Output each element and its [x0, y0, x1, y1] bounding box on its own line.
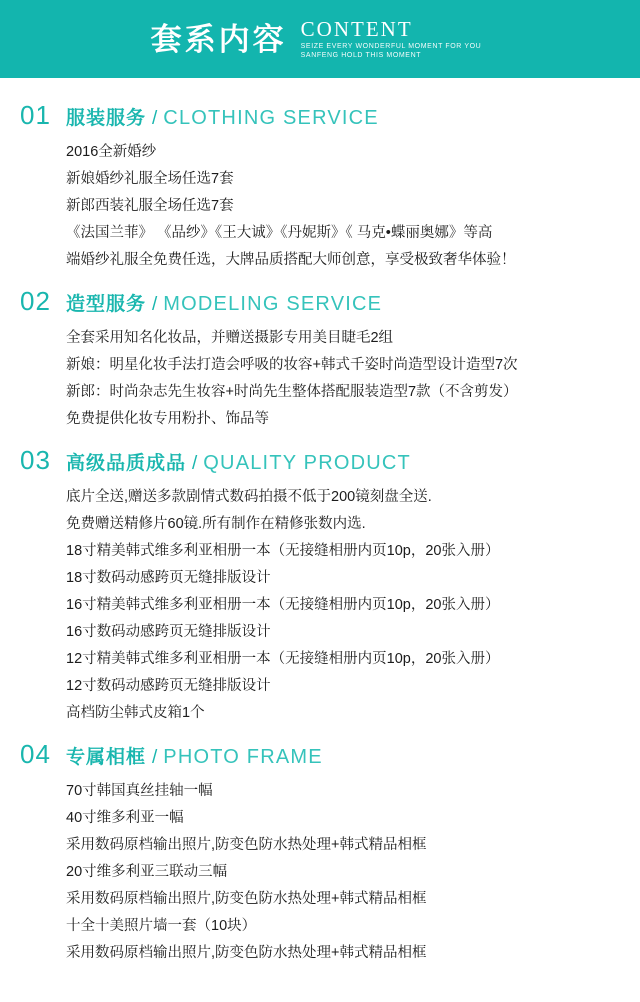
- list-item: 免费提供化妆专用粉扑、饰品等: [66, 411, 269, 427]
- section-modeling-service: [0, 286, 640, 433]
- banner-content: [151, 19, 482, 59]
- list-item: 新娘：明星化妆手法打造会呼吸的妆容+韩式千姿时尚造型设计造型7次: [66, 357, 518, 373]
- list-item: 16寸精美韩式维多利亚相册一本（无接缝相册内页10p，20张入册）: [66, 597, 500, 613]
- section-number: 01: [20, 100, 51, 130]
- banner-subtitle-line2: SANFENG HOLD THIS MOMENT: [300, 52, 422, 59]
- section-lines: [0, 139, 640, 274]
- section-title-en: QUALITY PRODUCT: [203, 452, 411, 474]
- section-title-cn: 造型服务: [66, 294, 147, 315]
- list-item: 70寸韩国真丝挂轴一幅: [66, 783, 213, 799]
- section-header: [0, 286, 640, 317]
- section-separator: /: [152, 108, 158, 129]
- section-number: 04: [20, 739, 51, 769]
- content-body: [0, 78, 640, 967]
- section-number: 02: [20, 286, 51, 316]
- list-item: 18寸精美韩式维多利亚相册一本（无接缝相册内页10p，20张入册）: [66, 543, 500, 559]
- banner-title-en: CONTENT: [300, 17, 413, 41]
- list-item: 18寸数码动感跨页无缝排版设计: [66, 570, 271, 586]
- section-header: [0, 739, 640, 770]
- list-item: 高档防尘韩式皮箱1个: [66, 705, 205, 721]
- section-separator: /: [152, 747, 158, 768]
- list-item: 免费赠送精修片60镜.所有制作在精修张数内选.: [66, 516, 366, 532]
- section-title-cn: 专属相框: [66, 747, 147, 768]
- list-item: 采用数码原档输出照片,防变色防水热处理+韩式精品相框: [66, 945, 427, 961]
- list-item: 新郎西装礼服全场任选7套: [66, 198, 234, 214]
- list-item: 12寸精美韩式维多利亚相册一本（无接缝相册内页10p，20张入册）: [66, 651, 500, 667]
- list-item: 采用数码原档输出照片,防变色防水热处理+韩式精品相框: [66, 891, 427, 907]
- section-title-en: PHOTO FRAME: [163, 746, 323, 768]
- list-item: 12寸数码动感跨页无缝排版设计: [66, 678, 271, 694]
- section-lines: [0, 778, 640, 967]
- header-banner: [0, 0, 640, 78]
- section-title-cn: 高级品质成品: [66, 453, 187, 474]
- section-lines: [0, 325, 640, 433]
- list-item: 采用数码原档输出照片,防变色防水热处理+韩式精品相框: [66, 837, 427, 853]
- section-clothing-service: [0, 100, 640, 274]
- list-item: 端婚纱礼服全免费任选，大牌品质搭配大师创意，享受极致奢华体验！: [66, 252, 516, 268]
- banner-subtitle-line1: SEIZE EVERY WONDERFUL MOMENT FOR YOU: [300, 43, 482, 50]
- banner-title-cn: 套系内容: [150, 21, 287, 57]
- section-title-cn: 服装服务: [66, 108, 147, 129]
- section-separator: /: [192, 453, 198, 474]
- section-header: [0, 445, 640, 476]
- list-item: 40寸维多利亚一幅: [66, 810, 184, 826]
- section-number: 03: [20, 445, 51, 475]
- section-title-en: MODELING SERVICE: [163, 293, 383, 315]
- section-header: [0, 100, 640, 131]
- list-item: 16寸数码动感跨页无缝排版设计: [66, 624, 271, 640]
- section-separator: /: [152, 294, 158, 315]
- section-photo-frame: [0, 739, 640, 967]
- section-spacer: [0, 729, 640, 739]
- list-item: 底片全送,赠送多款剧情式数码拍摄不低于200镜刻盘全送.: [66, 489, 432, 505]
- list-item: 2016全新婚纱: [66, 144, 157, 160]
- list-item: 新娘婚纱礼服全场任选7套: [66, 171, 234, 187]
- section-quality-product: [0, 445, 640, 727]
- section-spacer: [0, 276, 640, 286]
- list-item: 20寸维多利亚三联动三幅: [66, 864, 228, 880]
- section-lines: [0, 484, 640, 727]
- list-item: 《法国兰菲》 《品纱》《王大诚》《丹妮斯》《 马克•蝶丽奥娜》等高: [66, 225, 493, 241]
- list-item: 全套采用知名化妆品，并赠送摄影专用美目睫毛2组: [66, 330, 394, 346]
- banner-english-block: [301, 19, 482, 59]
- list-item: 十全十美照片墙一套（10块）: [66, 918, 257, 934]
- section-spacer: [0, 435, 640, 445]
- list-item: 新郎：时尚杂志先生妆容+时尚先生整体搭配服装造型7款（不含剪发）: [66, 384, 518, 400]
- section-title-en: CLOTHING SERVICE: [163, 107, 379, 129]
